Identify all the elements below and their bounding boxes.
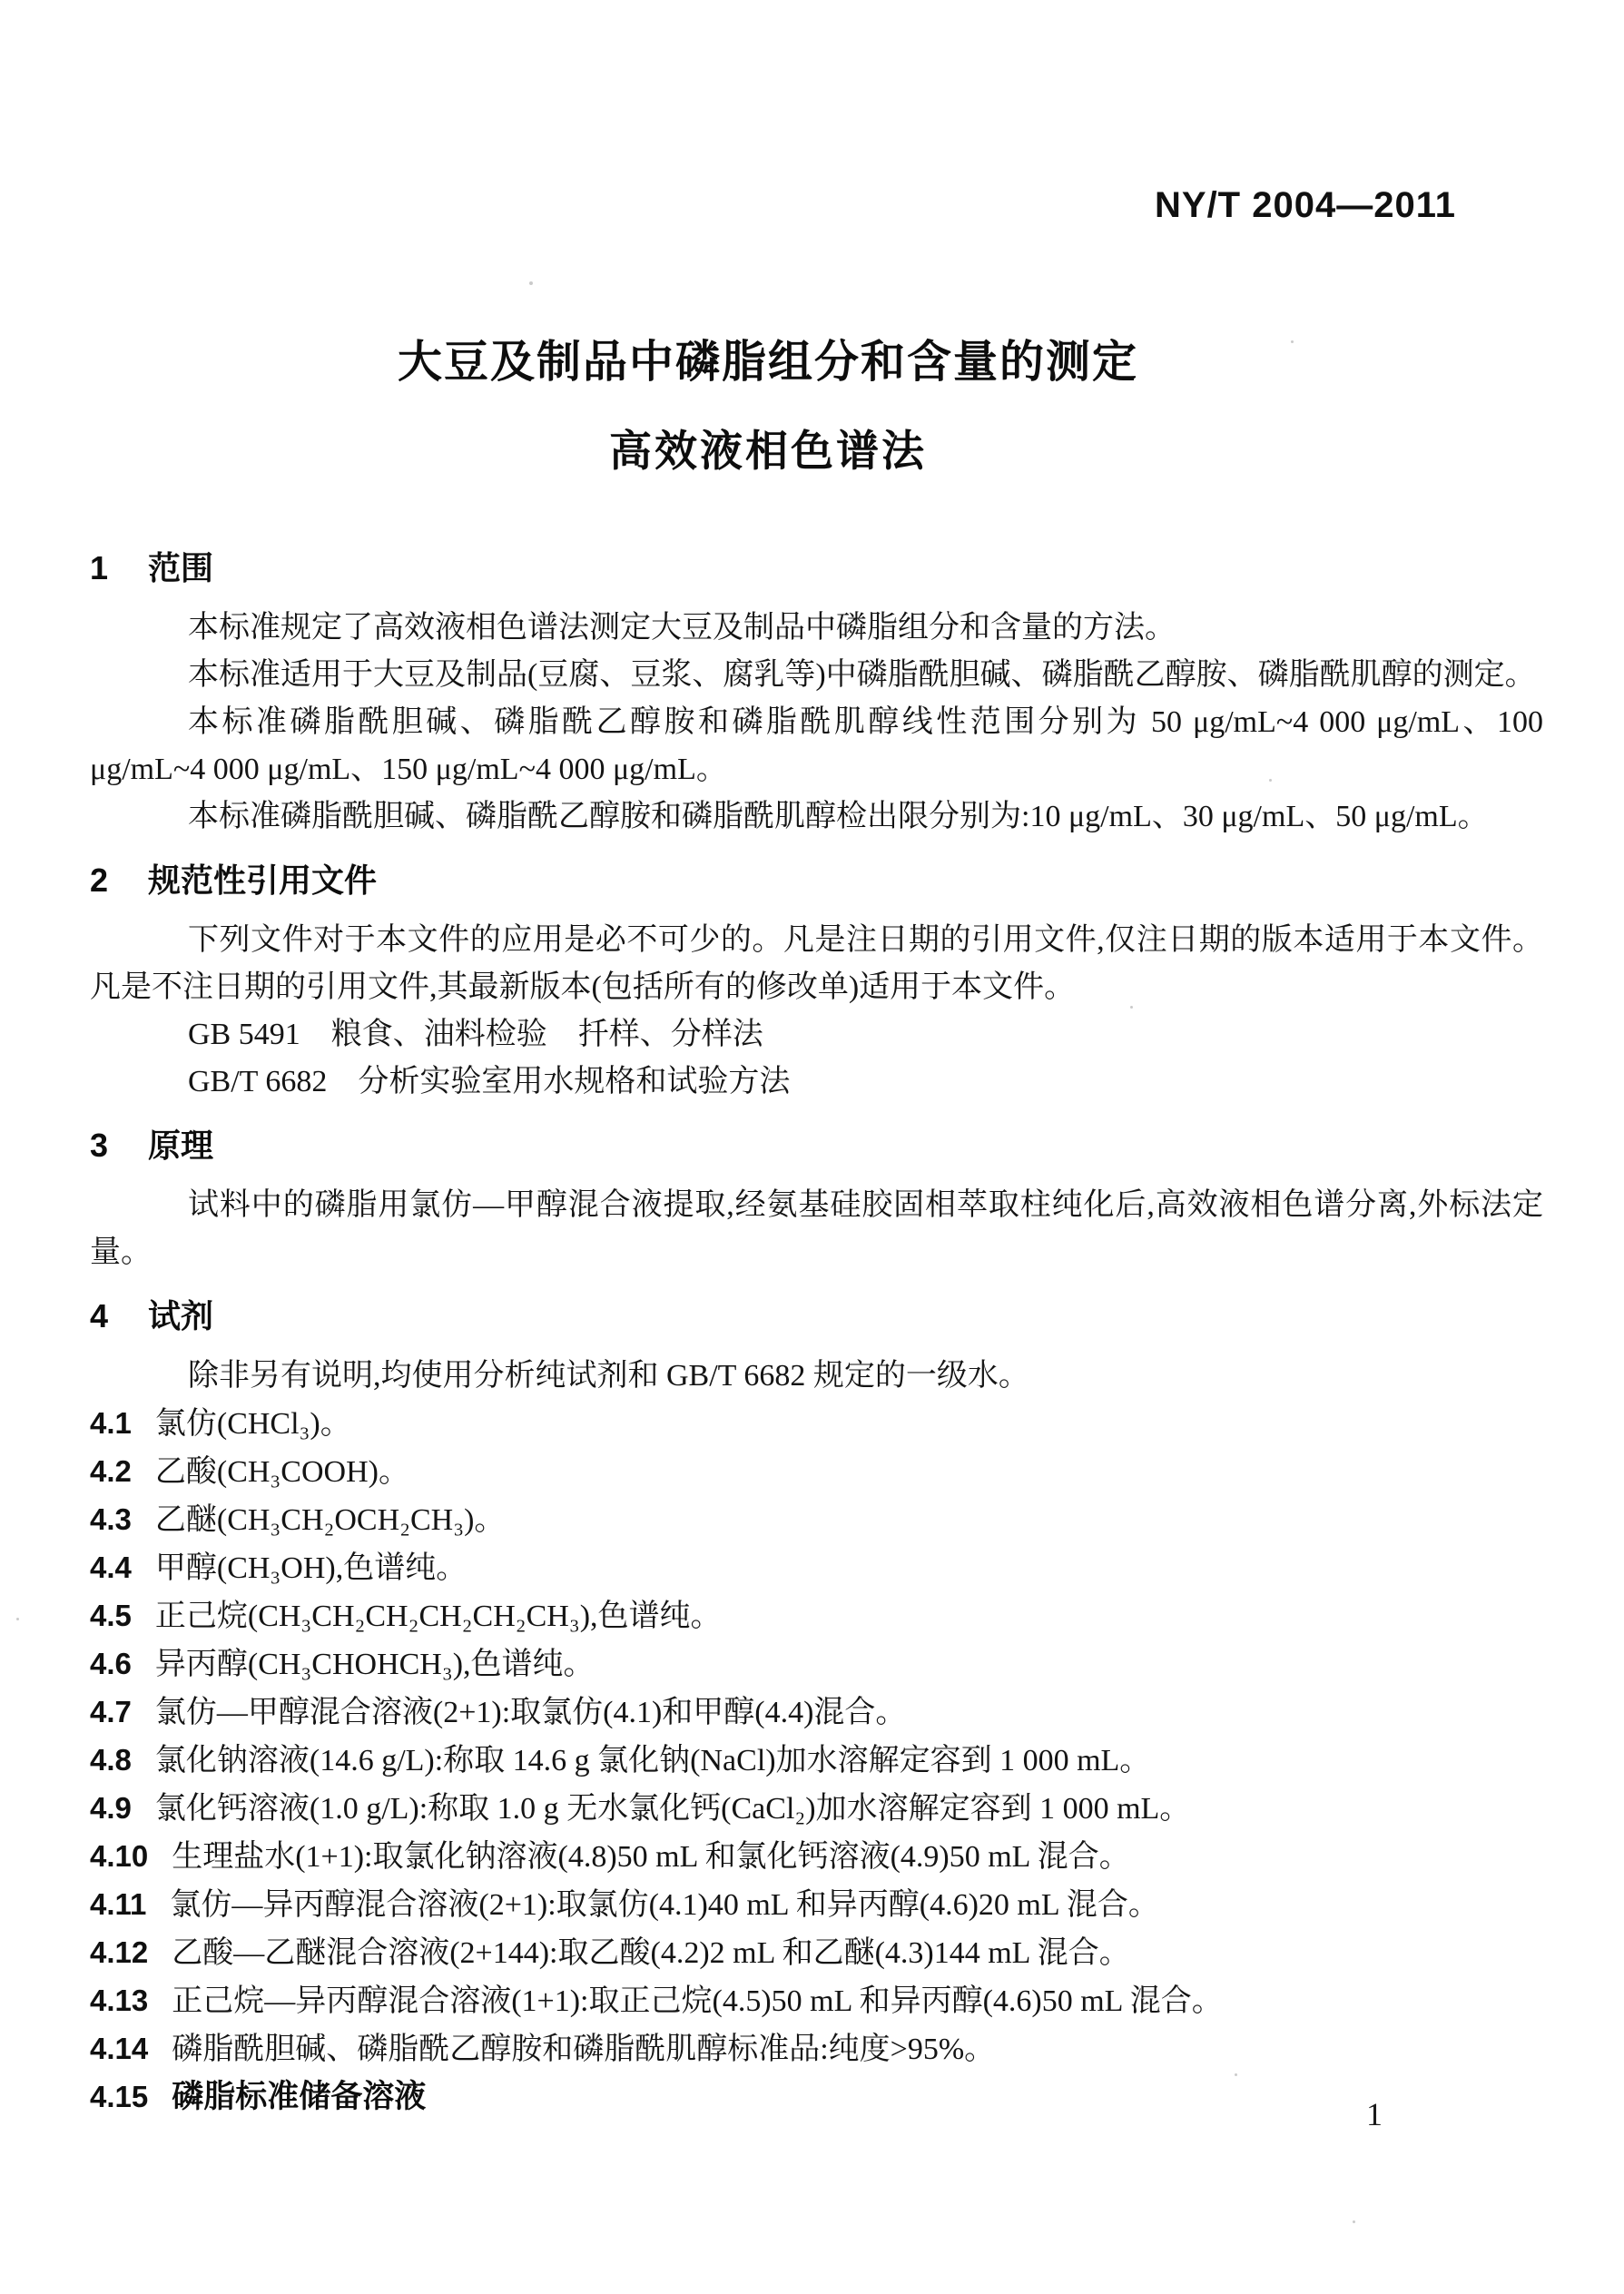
clause-number: 4.13	[90, 1984, 149, 2017]
section-heading-reagents	[90, 1293, 1543, 1340]
section-heading-normative-references	[90, 857, 1543, 904]
clause-item	[90, 1448, 1543, 1496]
clause-text: 甲醇(CH₃OH),色谱纯。	[154, 1551, 468, 1585]
clause-text: 氯仿—甲醇混合溶液(2+1):取氯仿(4.1)和甲醇(4.4)混合。	[154, 1696, 907, 1729]
clause-number: 4.15	[90, 2080, 149, 2113]
clause-item	[90, 1592, 1543, 1640]
scan-speckle	[1269, 779, 1272, 782]
section-number: 3	[90, 1127, 109, 1164]
paragraph: 试料中的磷脂用氯仿—甲醇混合液提取,经氨基硅胶固相萃取柱纯化后,高效液相色谱分离,外标法定量。	[90, 1188, 1543, 1269]
section-title: 原理	[148, 1127, 214, 1164]
clause-number: 4.9	[90, 1791, 132, 1825]
title-line-2: 高效液相色谱法	[609, 427, 927, 475]
section-title: 范围	[148, 549, 214, 586]
clause-item	[90, 1929, 1543, 1977]
clause-text: 异丙醇(CH₃CHOHCH₃),色谱纯。	[154, 1648, 595, 1681]
section-number: 1	[90, 549, 109, 586]
clause-text: 氯化钙溶液(1.0 g/L):称取 1.0 g 无水氯化钙(CaCl₂)加水溶解定容到 1 000 mL。	[154, 1792, 1191, 1826]
clause-text: 乙醚(CH₃CH₂OCH₂CH₃)。	[154, 1503, 506, 1537]
clause-number: 4.4	[90, 1551, 132, 1584]
section-title: 规范性引用文件	[148, 861, 378, 899]
section-heading-scope	[90, 545, 1543, 592]
paragraph: 下列文件对于本文件的应用是必不可少的。凡是注日期的引用文件,仅注日期的版本适用于本文件。凡是不注日期的引用文件,其最新版本(包括所有的修改单)适用于本文件。	[90, 923, 1543, 1004]
clause-item	[90, 1881, 1543, 1929]
paragraph: 本标准适用于大豆及制品(豆腐、豆浆、腐乳等)中磷脂酰胆碱、磷脂酰乙醇胺、磷脂酰肌醇的测定。	[188, 658, 1536, 692]
clause-item	[90, 1833, 1543, 1881]
document-title	[0, 327, 1536, 478]
clause-text: 氯仿(CHCl₃)。	[154, 1407, 351, 1441]
title-line-1: 大豆及制品中磷脂组分和含量的测定	[397, 338, 1138, 387]
clause-item	[90, 1785, 1543, 1833]
section-heading-principle	[90, 1122, 1543, 1169]
clause-text: 正己烷(CH₃CH₂CH₂CH₂CH₂CH₃),色谱纯。	[154, 1600, 722, 1633]
clause-number: 4.10	[90, 1839, 149, 1873]
paragraph: 本标准规定了高效液相色谱法测定大豆及制品中磷脂组分和含量的方法。	[188, 611, 1176, 645]
document-body	[90, 545, 1543, 2121]
clause-item-subheading	[90, 2073, 1543, 2121]
clause-item	[90, 2025, 1543, 2073]
clause-number: 4.2	[90, 1454, 132, 1488]
clause-text: 乙酸(CH₃COOH)。	[154, 1455, 409, 1489]
clause-item	[90, 1689, 1543, 1737]
clause-item	[90, 1977, 1543, 2025]
clause-item	[90, 1737, 1543, 1785]
clause-number: 4.12	[90, 1935, 149, 1969]
reference-entry: GB 5491 粮食、油料检验 扦样、分样法	[188, 1018, 763, 1051]
section-number: 4	[90, 1297, 109, 1334]
paragraph: 本标准磷脂酰胆碱、磷脂酰乙醇胺和磷脂酰肌醇线性范围分别为 50 μg/mL~4 000 μg/mL、100 μg/mL~4 000 μg/mL、150 μg/mL~4 000 μg/mL。	[90, 705, 1543, 786]
clause-number: 4.7	[90, 1695, 132, 1728]
clause-number: 4.6	[90, 1647, 132, 1680]
scan-speckle	[1291, 340, 1294, 343]
scan-speckle	[16, 1618, 19, 1620]
clause-number: 4.14	[90, 2032, 149, 2065]
clause-number: 4.11	[90, 1887, 147, 1921]
clause-item	[90, 1544, 1543, 1592]
clause-item	[90, 1496, 1543, 1544]
section-title: 试剂	[148, 1297, 214, 1334]
scan-speckle	[529, 281, 533, 285]
clause-subheading-text: 磷脂标准储备溶液	[172, 2079, 427, 2114]
standard-code: NY/T 2004—2011	[1155, 185, 1456, 225]
paragraph: 本标准磷脂酰胆碱、磷脂酰乙醇胺和磷脂酰肌醇检出限分别为:10 μg/mL、30 μg/mL、50 μg/mL。	[188, 800, 1489, 833]
section-number: 2	[90, 861, 109, 899]
clause-text: 磷脂酰胆碱、磷脂酰乙醇胺和磷脂酰肌醇标准品:纯度>95%。	[172, 2033, 996, 2066]
clause-text: 氯仿—异丙醇混合溶液(2+1):取氯仿(4.1)40 mL 和异丙醇(4.6)20 mL 混合。	[170, 1888, 1159, 1922]
page-number: 1	[1366, 2096, 1383, 2132]
clause-number: 4.1	[90, 1406, 132, 1440]
clause-item	[90, 1400, 1543, 1448]
clause-text: 生理盐水(1+1):取氯化钠溶液(4.8)50 mL 和氯化钙溶液(4.9)50 mL 混合。	[172, 1840, 1130, 1874]
clause-item	[90, 1640, 1543, 1689]
clause-number: 4.8	[90, 1743, 132, 1777]
reference-entry: GB/T 6682 分析实验室用水规格和试验方法	[188, 1065, 791, 1098]
scan-speckle	[1130, 1006, 1133, 1009]
scan-speckle	[1235, 2073, 1237, 2076]
clause-number: 4.5	[90, 1599, 132, 1632]
clause-text: 乙酸—乙醚混合溶液(2+144):取乙酸(4.2)2 mL 和乙醚(4.3)144 mL 混合。	[172, 1936, 1130, 1970]
clause-text: 氯化钠溶液(14.6 g/L):称取 14.6 g 氯化钠(NaCl)加水溶解定容到 1 000 mL。	[154, 1744, 1151, 1777]
clause-text: 正己烷—异丙醇混合溶液(1+1):取正己烷(4.5)50 mL 和异丙醇(4.6)50 mL 混合。	[172, 1984, 1223, 2018]
paragraph: 除非另有说明,均使用分析纯试剂和 GB/T 6682 规定的一级水。	[188, 1359, 1029, 1393]
scan-speckle	[1353, 2220, 1355, 2223]
clause-number: 4.3	[90, 1502, 132, 1536]
